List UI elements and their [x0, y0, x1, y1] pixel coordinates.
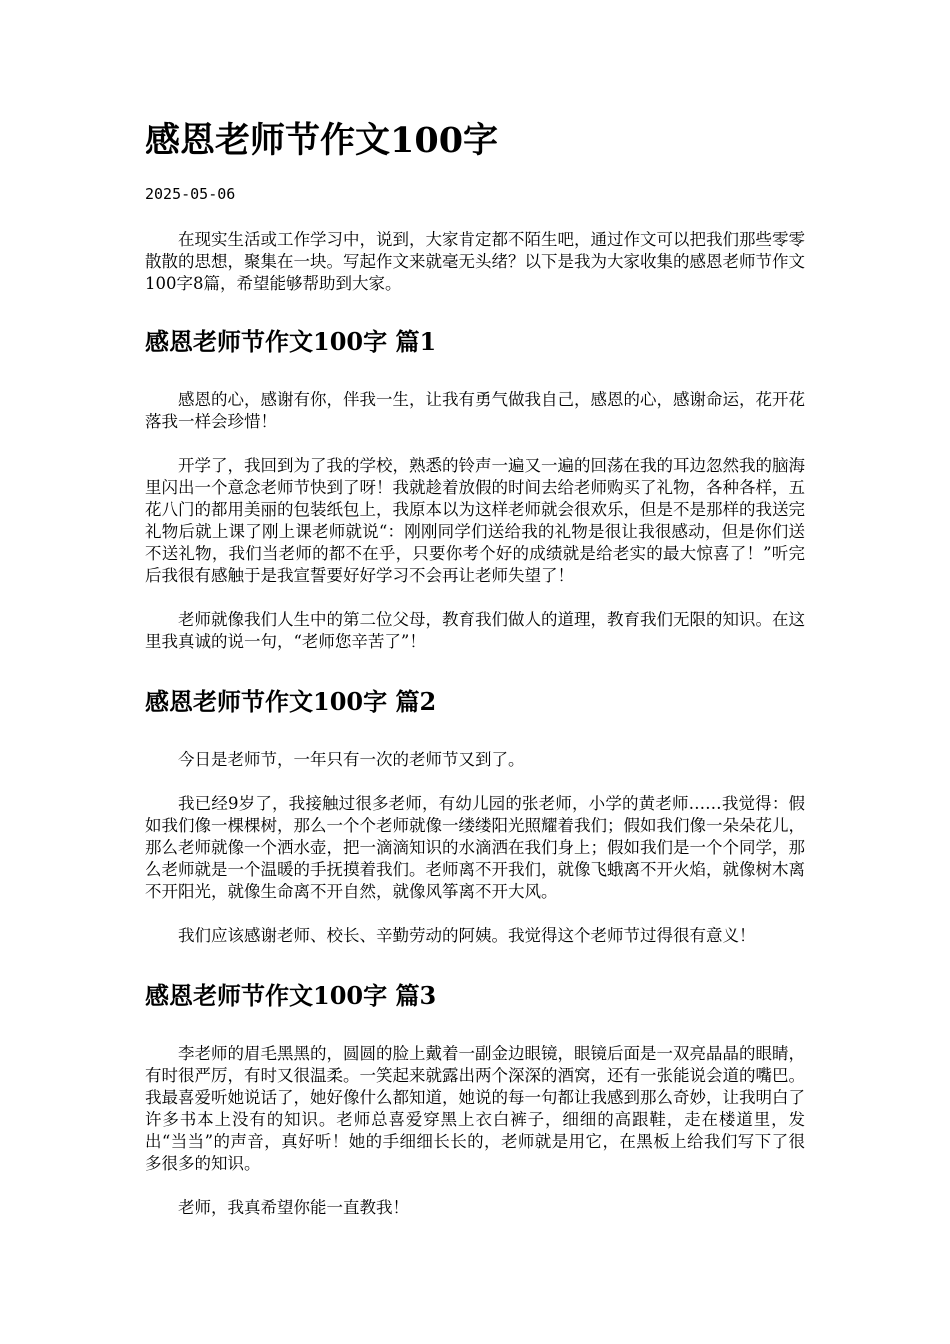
document-page — [145, 0, 805, 1219]
essay-section-3 — [145, 979, 805, 1219]
paragraph: 感恩的心，感谢有你，伴我一生，让我有勇气做我自己，感恩的心，感谢命运，花开花落我一样会珍惜！ — [145, 390, 805, 431]
section-heading: 感恩老师节作文100字 篇3 — [145, 981, 437, 1010]
essay-section-1 — [145, 325, 805, 653]
essay-section-2 — [145, 685, 805, 947]
intro-paragraph: 在现实生活或工作学习中，说到，大家肯定都不陌生吧，通过作文可以把我们那些零零散散的思想，聚集在一块。写起作文来就毫无头绪？以下是我为大家收集的感恩老师节作文100字8篇，希望能够帮助到大家。 — [145, 230, 805, 293]
section-heading: 感恩老师节作文100字 篇2 — [145, 687, 437, 716]
paragraph: 今日是老师节，一年只有一次的老师节又到了。 — [178, 750, 525, 769]
page-title: 感恩老师节作文100字 — [145, 120, 499, 161]
paragraph: 我已经9岁了，我接触过很多老师，有幼儿园的张老师，小学的黄老师……我觉得：假如我们像一棵棵树，那么一个个老师就像一缕缕阳光照耀着我们；假如我们像一朵朵花儿，那么老师就像一个洒水壶，把一滴滴知识的水滴洒在我们身上；假如我们是一个个同学，那么老师就是一个温暖的手抚摸着我们。老师离不开我们，就像飞蛾离不开火焰，就像树木离不开阳光，就像生命离不开自然，就像风筝离不开大风。 — [145, 794, 805, 901]
publish-date: 2025-05-06 — [145, 185, 236, 203]
paragraph: 老师，我真希望你能一直教我！ — [178, 1198, 409, 1217]
paragraph: 开学了，我回到为了我的学校，熟悉的铃声一遍又一遍的回荡在我的耳边忽然我的脑海里闪出一个意念老师节快到了呀！我就趁着放假的时间去给老师购买了礼物，各种各样，五花八门的都用美丽的包装纸包上，我原本以为这样老师就会很欢乐，但是不是那样的我送完礼物后就上课了刚上课老师就说“：刚刚同学们送给我的礼物是很让我很感动，但是你们送不送礼物，我们当老师的都不在乎，只要你考个好的成绩就是给老实的最大惊喜了！”听完后我很有感触于是我宣誓要好好学习不会再让老师失望了！ — [145, 456, 805, 585]
paragraph: 我们应该感谢老师、校长、辛勤劳动的阿姨。我觉得这个老师节过得很有意义！ — [178, 926, 756, 945]
paragraph: 老师就像我们人生中的第二位父母，教育我们做人的道理，教育我们无限的知识。在这里我真诚的说一句，“老师您辛苦了”！ — [145, 610, 805, 651]
paragraph: 李老师的眉毛黑黑的，圆圆的脸上戴着一副金边眼镜，眼镜后面是一双亮晶晶的眼睛，有时很严厉，有时又很温柔。一笑起来就露出两个深深的酒窝，还有一张能说会道的嘴巴。我最喜爱听她说话了，她好像什么都知道，她说的每一句都让我感到那么奇妙，让我明白了许多书本上没有的知识。老师总喜爱穿黑上衣白裤子，细细的高跟鞋，走在楼道里，发出“当当”的声音，真好听！她的手细细长长的，老师就是用它，在黑板上给我们写下了很多很多的知识。 — [145, 1044, 805, 1173]
section-heading: 感恩老师节作文100字 篇1 — [145, 327, 437, 356]
